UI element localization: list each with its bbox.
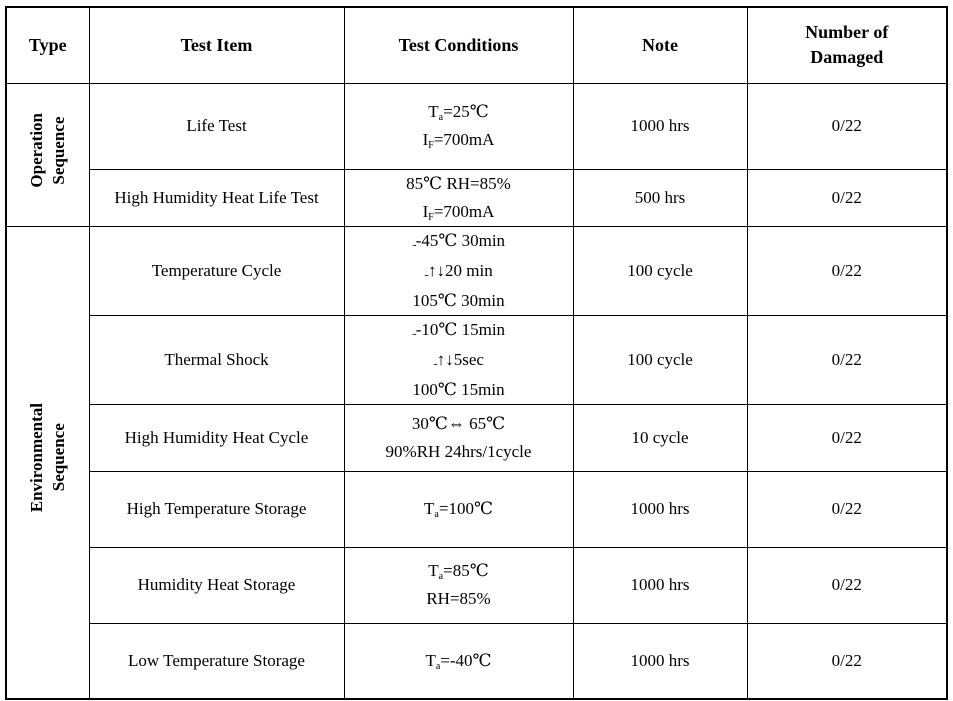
damaged-cell: 0/22: [747, 471, 947, 547]
condition-subscript: a: [434, 509, 439, 520]
condition-text: 100℃ 15min: [412, 379, 505, 399]
condition-text: 85℃ RH=85%: [406, 173, 511, 193]
note-cell: 1000 hrs: [573, 471, 747, 547]
condition-text: ↑↓20 min: [428, 260, 493, 280]
header-number-damaged: [747, 7, 947, 83]
condition-text: T: [428, 561, 439, 580]
condition-line: [345, 585, 573, 613]
condition-leader: ...: [424, 267, 429, 278]
test-item-cell: Humidity Heat Storage: [89, 547, 344, 623]
note-cell: 1000 hrs: [573, 623, 747, 699]
condition-line: [345, 376, 573, 404]
test-item-cell: Low Temperature Storage: [89, 623, 344, 699]
condition-line: [345, 346, 573, 376]
note-cell: 10 cycle: [573, 404, 747, 471]
header-damaged-line1: Number of: [805, 22, 889, 43]
condition-value: =-40℃: [440, 650, 492, 670]
test-conditions-cell: [344, 226, 573, 315]
note-cell: 1000 hrs: [573, 547, 747, 623]
test-item-cell: High Temperature Storage: [89, 471, 344, 547]
note-cell: 100 cycle: [573, 315, 747, 404]
header-damaged-line2: Damaged: [810, 47, 884, 68]
condition-line: [345, 316, 573, 346]
test-conditions-cell: [344, 471, 573, 547]
condition-line: [345, 647, 573, 675]
type-cell-operation: [6, 83, 89, 226]
condition-text: ↑↓5sec: [436, 349, 484, 369]
condition-text: I: [422, 130, 429, 149]
condition-line: [345, 557, 573, 585]
condition-text: 105℃ 30min: [412, 290, 505, 310]
header-row: [6, 7, 947, 83]
condition-value: =85℃: [443, 561, 489, 580]
note-cell: 500 hrs: [573, 169, 747, 226]
condition-text: RH=85%: [426, 589, 491, 608]
type-label-line2: Sequence: [48, 116, 68, 184]
condition-text: 30℃⇔ 65℃: [411, 413, 506, 433]
condition-line: [345, 410, 573, 438]
condition-text: -10℃ 15min: [415, 319, 506, 339]
damaged-cell: 0/22: [747, 547, 947, 623]
condition-subscript: a: [438, 571, 444, 582]
table-row: [6, 169, 947, 226]
condition-text: T: [428, 102, 439, 121]
damaged-cell: 0/22: [747, 623, 947, 699]
condition-subscript: a: [438, 112, 444, 123]
note-cell: 100 cycle: [573, 226, 747, 315]
type-label-line1: Operation: [26, 112, 46, 188]
test-conditions-cell: [344, 315, 573, 404]
test-item-cell: Thermal Shock: [89, 315, 344, 404]
test-item-cell: High Humidity Heat Life Test: [89, 169, 344, 226]
test-conditions-cell: [344, 547, 573, 623]
table-row: [6, 226, 947, 315]
damaged-cell: 0/22: [747, 83, 947, 169]
type-label-line2: Sequence: [48, 423, 68, 492]
header-test-conditions: Test Conditions: [344, 7, 573, 83]
condition-line: [345, 438, 573, 466]
type-label-environmental: [26, 403, 70, 512]
note-cell: 1000 hrs: [573, 83, 747, 169]
condition-subscript: F: [428, 140, 434, 151]
condition-leader: ...: [411, 326, 416, 337]
test-conditions-cell: [344, 83, 573, 169]
condition-line: [345, 126, 573, 154]
header-test-item: Test Item: [89, 7, 344, 83]
condition-line: [345, 170, 573, 198]
table-row: [6, 315, 947, 404]
test-conditions-cell: [344, 404, 573, 471]
condition-text: 90%RH 24hrs/1cycle: [385, 441, 532, 461]
condition-subscript: F: [428, 211, 434, 223]
condition-line: [345, 98, 573, 126]
condition-line: [345, 257, 573, 287]
test-conditions-cell: [344, 169, 573, 226]
condition-value: =700mA: [433, 130, 495, 149]
condition-leader: ...: [411, 237, 416, 248]
condition-leader: ...: [433, 356, 437, 367]
test-item-cell: Temperature Cycle: [89, 226, 344, 315]
table-row: [6, 547, 947, 623]
damaged-cell: 0/22: [747, 404, 947, 471]
condition-line: [345, 227, 573, 257]
reliability-test-table: [5, 6, 948, 700]
test-conditions-cell: [344, 623, 573, 699]
condition-line: [345, 495, 573, 523]
test-item-cell: High Humidity Heat Cycle: [89, 404, 344, 471]
table-row: [6, 623, 947, 699]
condition-value: =700mA: [433, 201, 495, 221]
condition-subscript: a: [435, 660, 441, 672]
table-row: [6, 471, 947, 547]
type-label-line1: Environmental: [26, 403, 46, 513]
condition-text: -45℃ 30min: [415, 230, 506, 250]
condition-text: T: [425, 650, 436, 670]
condition-line: [345, 287, 573, 315]
condition-value: =100℃: [438, 499, 493, 518]
type-cell-environmental: [6, 226, 89, 699]
condition-text: I: [422, 201, 429, 221]
condition-value: =25℃: [443, 102, 489, 121]
condition-line: [345, 198, 573, 226]
damaged-cell: 0/22: [747, 315, 947, 404]
table-row: [6, 83, 947, 169]
table-body: [6, 83, 947, 699]
damaged-cell: 0/22: [747, 169, 947, 226]
test-item-cell: Life Test: [89, 83, 344, 169]
table-row: [6, 404, 947, 471]
damaged-cell: 0/22: [747, 226, 947, 315]
type-label-operation: [26, 113, 70, 188]
header-type: Type: [6, 7, 89, 83]
condition-text: T: [424, 499, 435, 518]
header-note: Note: [573, 7, 747, 83]
